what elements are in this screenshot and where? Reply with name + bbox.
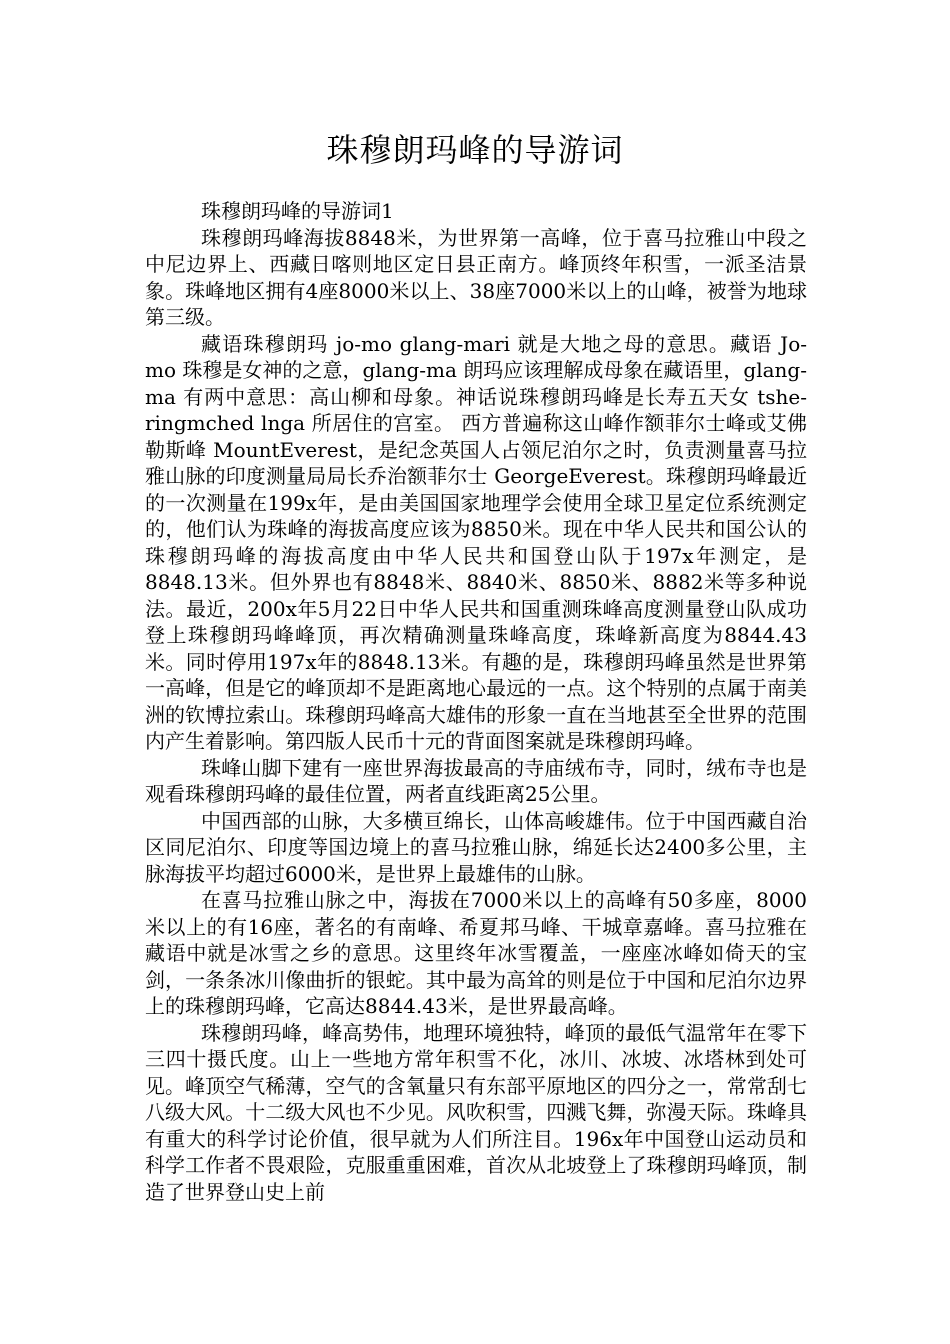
paragraph: 珠穆朗玛峰，峰高势伟，地理环境独特，峰顶的最低气温常年在零下三四十摄氏度。山上一些地方常年积雪不化，冰川、冰坡、冰塔林到处可见。峰顶空气稀薄，空气的含氧量只有东部平原地区的四分之一，常常刮七八级大风。十二级大风也不少见。风吹积雪，四溅飞舞，弥漫天际。珠峰具有重大的科学讨论价值，很早就为人们所注目。196x年中国登山运动员和科学工作者不畏艰险，克服重重困难，首次从北坡登上了珠穆朗玛峰顶，制造了世界登山史上前 [145, 1020, 807, 1204]
section-heading: 珠穆朗玛峰的导游词1 [201, 199, 394, 223]
paragraph: 藏语珠穆朗玛 jo-mo glang-mari 就是大地之母的意思。藏语 Jo-mo 珠穆是女神的之意，glang-ma 朗玛应该理解成母象在藏语里，glang-ma 有两中意思：高山柳和母象。神话说珠穆朗玛峰是长寿五天女 tshe-ringmched lnga 所居住的宫室。 西方普遍称这山峰作额菲尔士峰或艾佛勒斯峰 MountEverest，是纪念英国人占领尼泊尔之时，负责测量喜马拉雅山脉的印度测量局局长乔治额菲尔士 GeorgeEverest。珠穆朗玛峰最近的一次测量在199x年，是由美国国家地理学会使用全球卫星定位系统测定的，他们认为珠峰的海拔高度应该为8850米。现在中华人民共和国公认的珠穆朗玛峰的海拔高度由中华人民共和国登山队于197x年测定，是8848.13米。但外界也有8848米、8840米、8850米、8882米等多种说法。最近，200x年5月22日中华人民共和国重测珠峰高度测量登山队成功登上珠穆朗玛峰峰顶，再次精确测量珠峰高度，珠峰新高度为8844.43米。同时停用197x年的8848.13米。有趣的是，珠穆朗玛峰虽然是世界第一高峰，但是它的峰顶却不是距离地心最远的一点。这个特别的点属于南美洲的钦博拉索山。珠穆朗玛峰高大雄伟的形象一直在当地甚至全世界的范围内产生着影响。第四版人民币十元的背面图案就是珠穆朗玛峰。 [145, 331, 807, 753]
document-title: 珠穆朗玛峰的导游词 [326, 131, 624, 169]
paragraph: 珠穆朗玛峰海拔8848米，为世界第一高峰，位于喜马拉雅山中段之中尼边界上、西藏日喀则地区定日县正南方。峰顶终年积雪，一派圣洁景象。珠峰地区拥有4座8000米以上、38座7000米以上的山峰，被誉为地球第三级。 [145, 225, 807, 329]
document-body [145, 198, 807, 1205]
paragraph: 珠峰山脚下建有一座世界海拔最高的寺庙绒布寺，同时，绒布寺也是观看珠穆朗玛峰的最佳位置，两者直线距离25公里。 [145, 755, 807, 806]
paragraph: 中国西部的山脉，大多横亘绵长，山体高峻雄伟。位于中国西藏自治区同尼泊尔、印度等国边境上的喜马拉雅山脉，绵延长达2400多公里，主脉海拔平均超过6000米，是世界上最雄伟的山脉。 [145, 808, 807, 886]
paragraph: 在喜马拉雅山脉之中，海拔在7000米以上的高峰有50多座，8000米以上的有16座，著名的有南峰、希夏邦马峰、干城章嘉峰。喜马拉雅在藏语中就是冰雪之乡的意思。这里终年冰雪覆盖，一座座冰峰如倚天的宝剑，一条条冰川像曲折的银蛇。其中最为高耸的则是位于中国和尼泊尔边界上的珠穆朗玛峰，它高达8844.43米，是世界最高峰。 [145, 888, 807, 1018]
